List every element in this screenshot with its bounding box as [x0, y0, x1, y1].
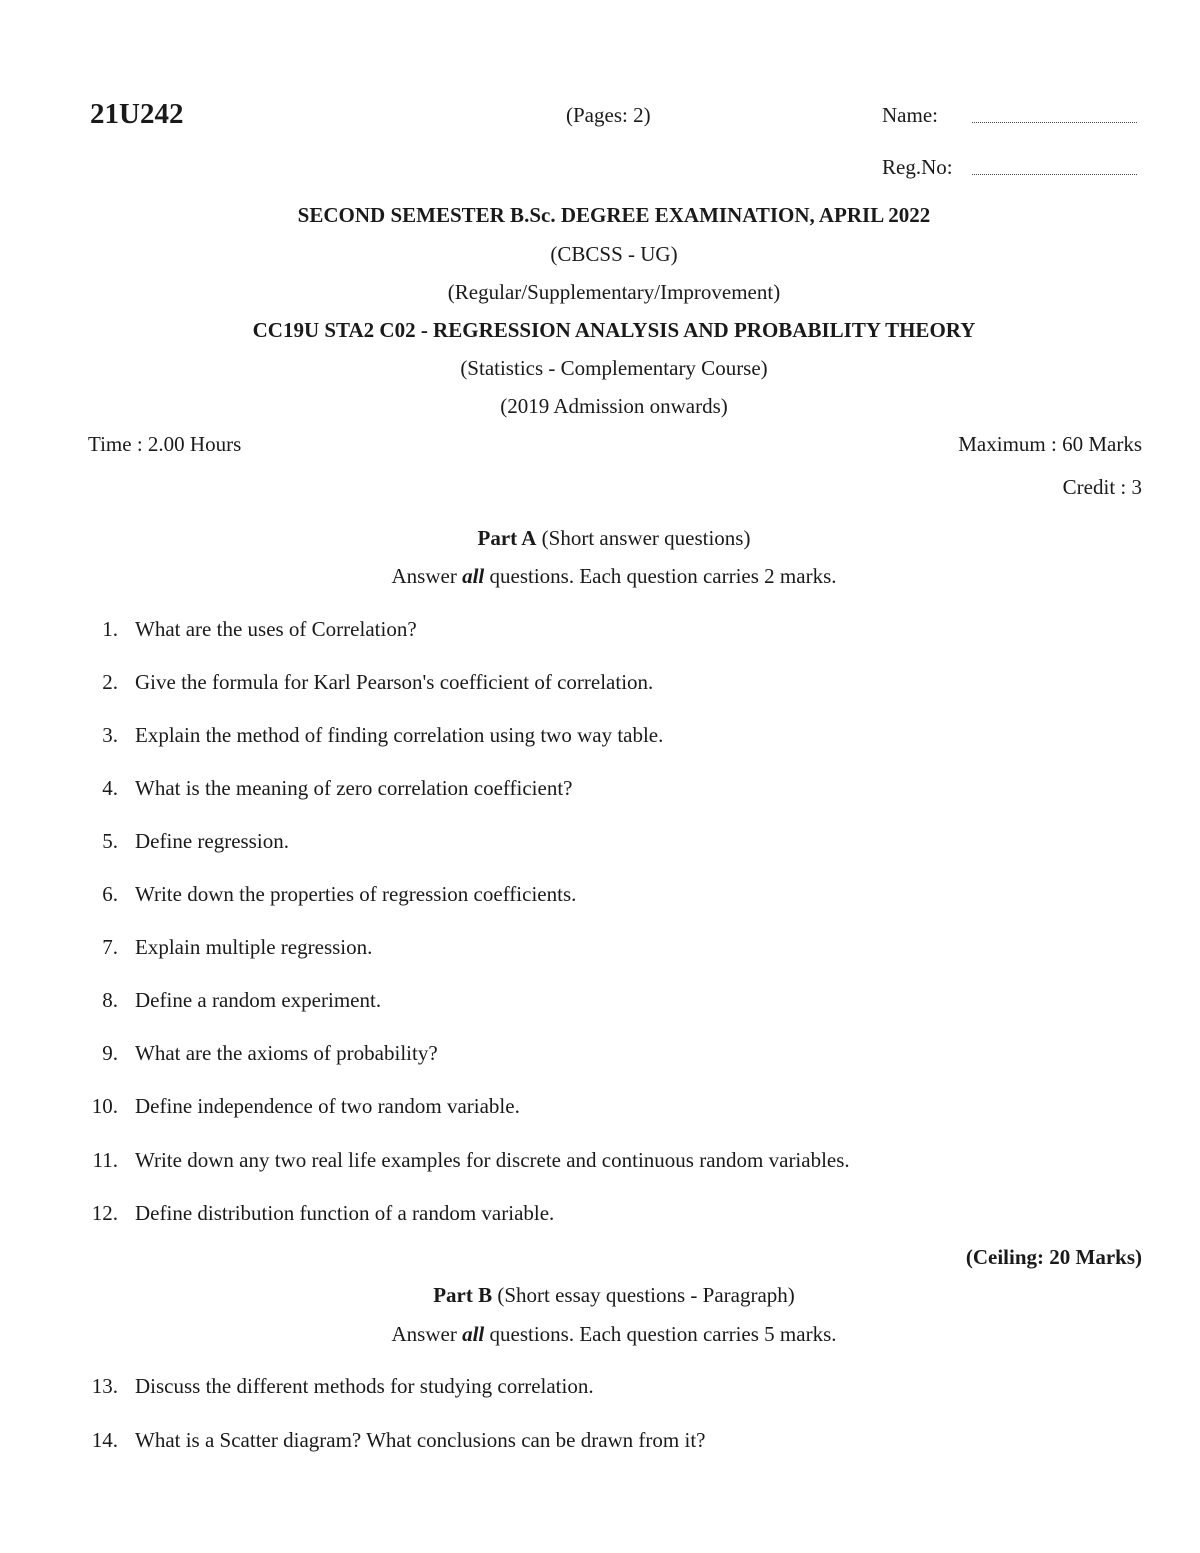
question-text: What is the meaning of zero correlation coefficient?: [135, 776, 573, 800]
part-a-label: Part A: [477, 526, 537, 550]
part-b-instr-post: questions. Each question carries 5 marks.: [489, 1322, 837, 1346]
course-category: (Statistics - Complementary Course): [460, 356, 768, 380]
question-text: Write down the properties of regression coefficients.: [135, 882, 577, 906]
part-b-label: Part B: [433, 1283, 493, 1307]
question-text: What is a Scatter diagram? What conclusions can be drawn from it?: [135, 1428, 706, 1452]
question-number: 12.: [91, 1201, 118, 1225]
question-number: 5.: [102, 829, 118, 853]
question-number: 9.: [102, 1041, 118, 1065]
regno-label: Reg.No:: [882, 155, 953, 179]
maximum-marks: Maximum : 60 Marks: [958, 432, 1142, 456]
time-allowed: Time : 2.00 Hours: [88, 432, 242, 456]
page-count: (Pages: 2): [566, 103, 651, 127]
question-text: Explain multiple regression.: [135, 935, 373, 959]
question-number: 4.: [102, 776, 118, 800]
question-number: 7.: [102, 935, 118, 959]
question-text: Give the formula for Karl Pearson's coefficient of correlation.: [135, 670, 654, 694]
credit: Credit : 3: [1062, 475, 1142, 499]
question-text: Write down any two real life examples for discrete and continuous random variables.: [135, 1148, 850, 1172]
exam-scheme: (CBCSS - UG): [550, 242, 678, 266]
part-b-heading: [0, 1283, 1200, 1308]
question-text: Define distribution function of a random variable.: [135, 1201, 555, 1225]
question-text: Define regression.: [135, 829, 289, 853]
question-number: 8.: [102, 988, 118, 1012]
part-a-subtitle: (Short answer questions): [541, 526, 751, 550]
exam-type: (Regular/Supplementary/Improvement): [447, 280, 781, 304]
question-number: 14.: [91, 1428, 118, 1452]
part-a-instr-pre: Answer: [391, 564, 457, 588]
exam-title: SECOND SEMESTER B.Sc. DEGREE EXAMINATION, APRIL 2022: [297, 203, 931, 227]
part-a-instruction: [0, 564, 1200, 589]
name-field[interactable]: [972, 122, 1137, 123]
part-b-instr-emphasis: all: [462, 1322, 485, 1346]
question-text: Define a random experiment.: [135, 988, 382, 1012]
part-a-instr-emphasis: all: [462, 564, 485, 588]
question-number: 13.: [91, 1374, 118, 1398]
question-number: 2.: [102, 670, 118, 694]
question-number: 6.: [102, 882, 118, 906]
part-a-ceiling: (Ceiling: 20 Marks): [965, 1245, 1142, 1269]
question-text: Discuss the different methods for studying correlation.: [135, 1374, 594, 1398]
paper-code: 21U242: [90, 98, 184, 130]
question-number: 11.: [92, 1148, 118, 1172]
course-title: CC19U STA2 C02 - REGRESSION ANALYSIS AND PROBABILITY THEORY: [252, 318, 976, 342]
admission-note: (2019 Admission onwards): [500, 394, 728, 418]
question-number: 1.: [102, 617, 118, 641]
question-number: 10.: [91, 1094, 118, 1118]
question-text: Define independence of two random variable.: [135, 1094, 520, 1118]
question-text: What are the axioms of probability?: [135, 1041, 438, 1065]
part-a-heading: [0, 526, 1200, 551]
part-a-instr-post: questions. Each question carries 2 marks.: [489, 564, 837, 588]
name-label: Name:: [882, 103, 938, 127]
question-text: What are the uses of Correlation?: [135, 617, 417, 641]
part-b-instr-pre: Answer: [391, 1322, 457, 1346]
part-b-subtitle: (Short essay questions - Paragraph): [497, 1283, 795, 1307]
question-number: 3.: [102, 723, 118, 747]
part-b-instruction: [0, 1322, 1200, 1347]
question-text: Explain the method of finding correlation using two way table.: [135, 723, 664, 747]
regno-field[interactable]: [972, 174, 1137, 175]
